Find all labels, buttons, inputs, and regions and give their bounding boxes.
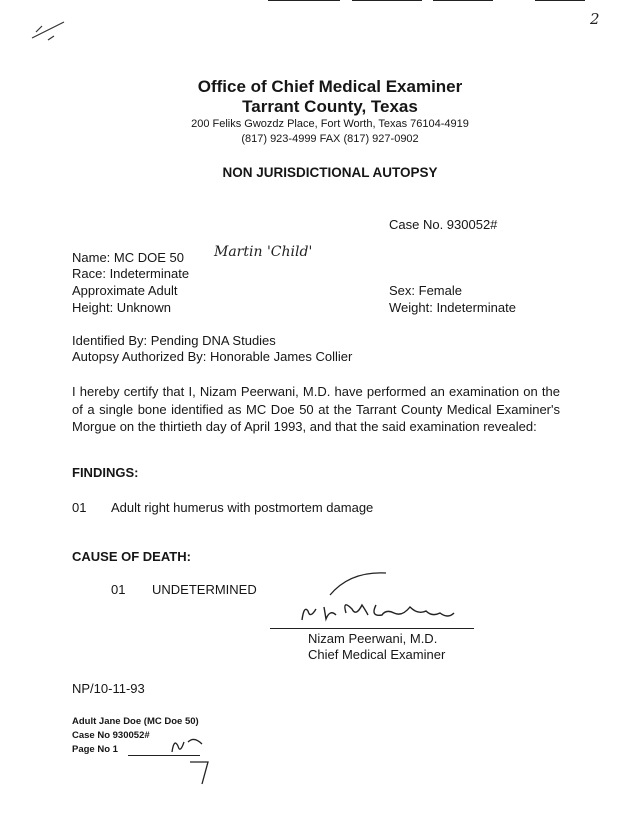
cause-number: 01	[111, 582, 126, 597]
subject-sex: Sex: Female	[389, 283, 462, 298]
scan-artifact-line	[535, 0, 585, 1]
subject-age: Approximate Adult	[72, 283, 178, 298]
signatory-title: Chief Medical Examiner	[308, 647, 446, 662]
authorized-by: Autopsy Authorized By: Honorable James Collier	[72, 349, 353, 364]
scan-artifact-line	[352, 0, 422, 1]
finding-number: 01	[72, 500, 87, 515]
handwritten-name-annotation: Martin 'Child'	[214, 244, 313, 260]
county-title: Tarrant County, Texas	[242, 97, 418, 116]
handwritten-page-number: 2	[590, 10, 600, 28]
identified-by: Identified By: Pending DNA Studies	[72, 333, 276, 348]
initials-date: NP/10-11-93	[72, 681, 145, 696]
finding-text: Adult right humerus with postmortem damage	[111, 500, 374, 515]
subject-race: Race: Indeterminate	[72, 266, 190, 281]
subject-weight: Weight: Indeterminate	[389, 300, 516, 315]
footer-page-label: Page No 1	[72, 744, 118, 755]
footer-subject-line: Adult Jane Doe (MC Doe 50)	[72, 716, 199, 727]
footer-case-line: Case No 930052#	[72, 730, 150, 741]
office-phones: (817) 923-4999 FAX (817) 927-0902	[241, 133, 419, 145]
handwritten-initials	[168, 732, 228, 792]
certification-paragraph: I hereby certify that I, Nizam Peerwani, M.D. have performed an examination on the of a single bone identified as MC Doe 50 at the Tarrant County Medical Examiner's Morgue on the thirtieth day of April 1993, and that the said examination revealed:	[72, 384, 560, 434]
subject-height: Height: Unknown	[72, 300, 171, 315]
scan-artifact-line	[268, 0, 340, 1]
case-number: Case No. 930052#	[389, 217, 498, 232]
signature-line	[270, 628, 474, 629]
scan-artifact-line	[433, 0, 493, 1]
cause-text: UNDETERMINED	[152, 582, 257, 597]
handwritten-signature	[290, 565, 480, 635]
document-title: NON JURISDICTIONAL AUTOPSY	[222, 165, 438, 180]
office-address: 200 Feliks Gwozdz Place, Fort Worth, Texas 76104-4919	[191, 118, 469, 130]
corner-scribble-mark	[24, 12, 94, 52]
subject-name: Name: MC DOE 50	[72, 250, 184, 265]
findings-heading: FINDINGS:	[72, 465, 139, 480]
cause-of-death-heading: CAUSE OF DEATH:	[72, 549, 191, 564]
office-title: Office of Chief Medical Examiner	[197, 77, 463, 96]
signatory-name: Nizam Peerwani, M.D.	[308, 631, 438, 646]
